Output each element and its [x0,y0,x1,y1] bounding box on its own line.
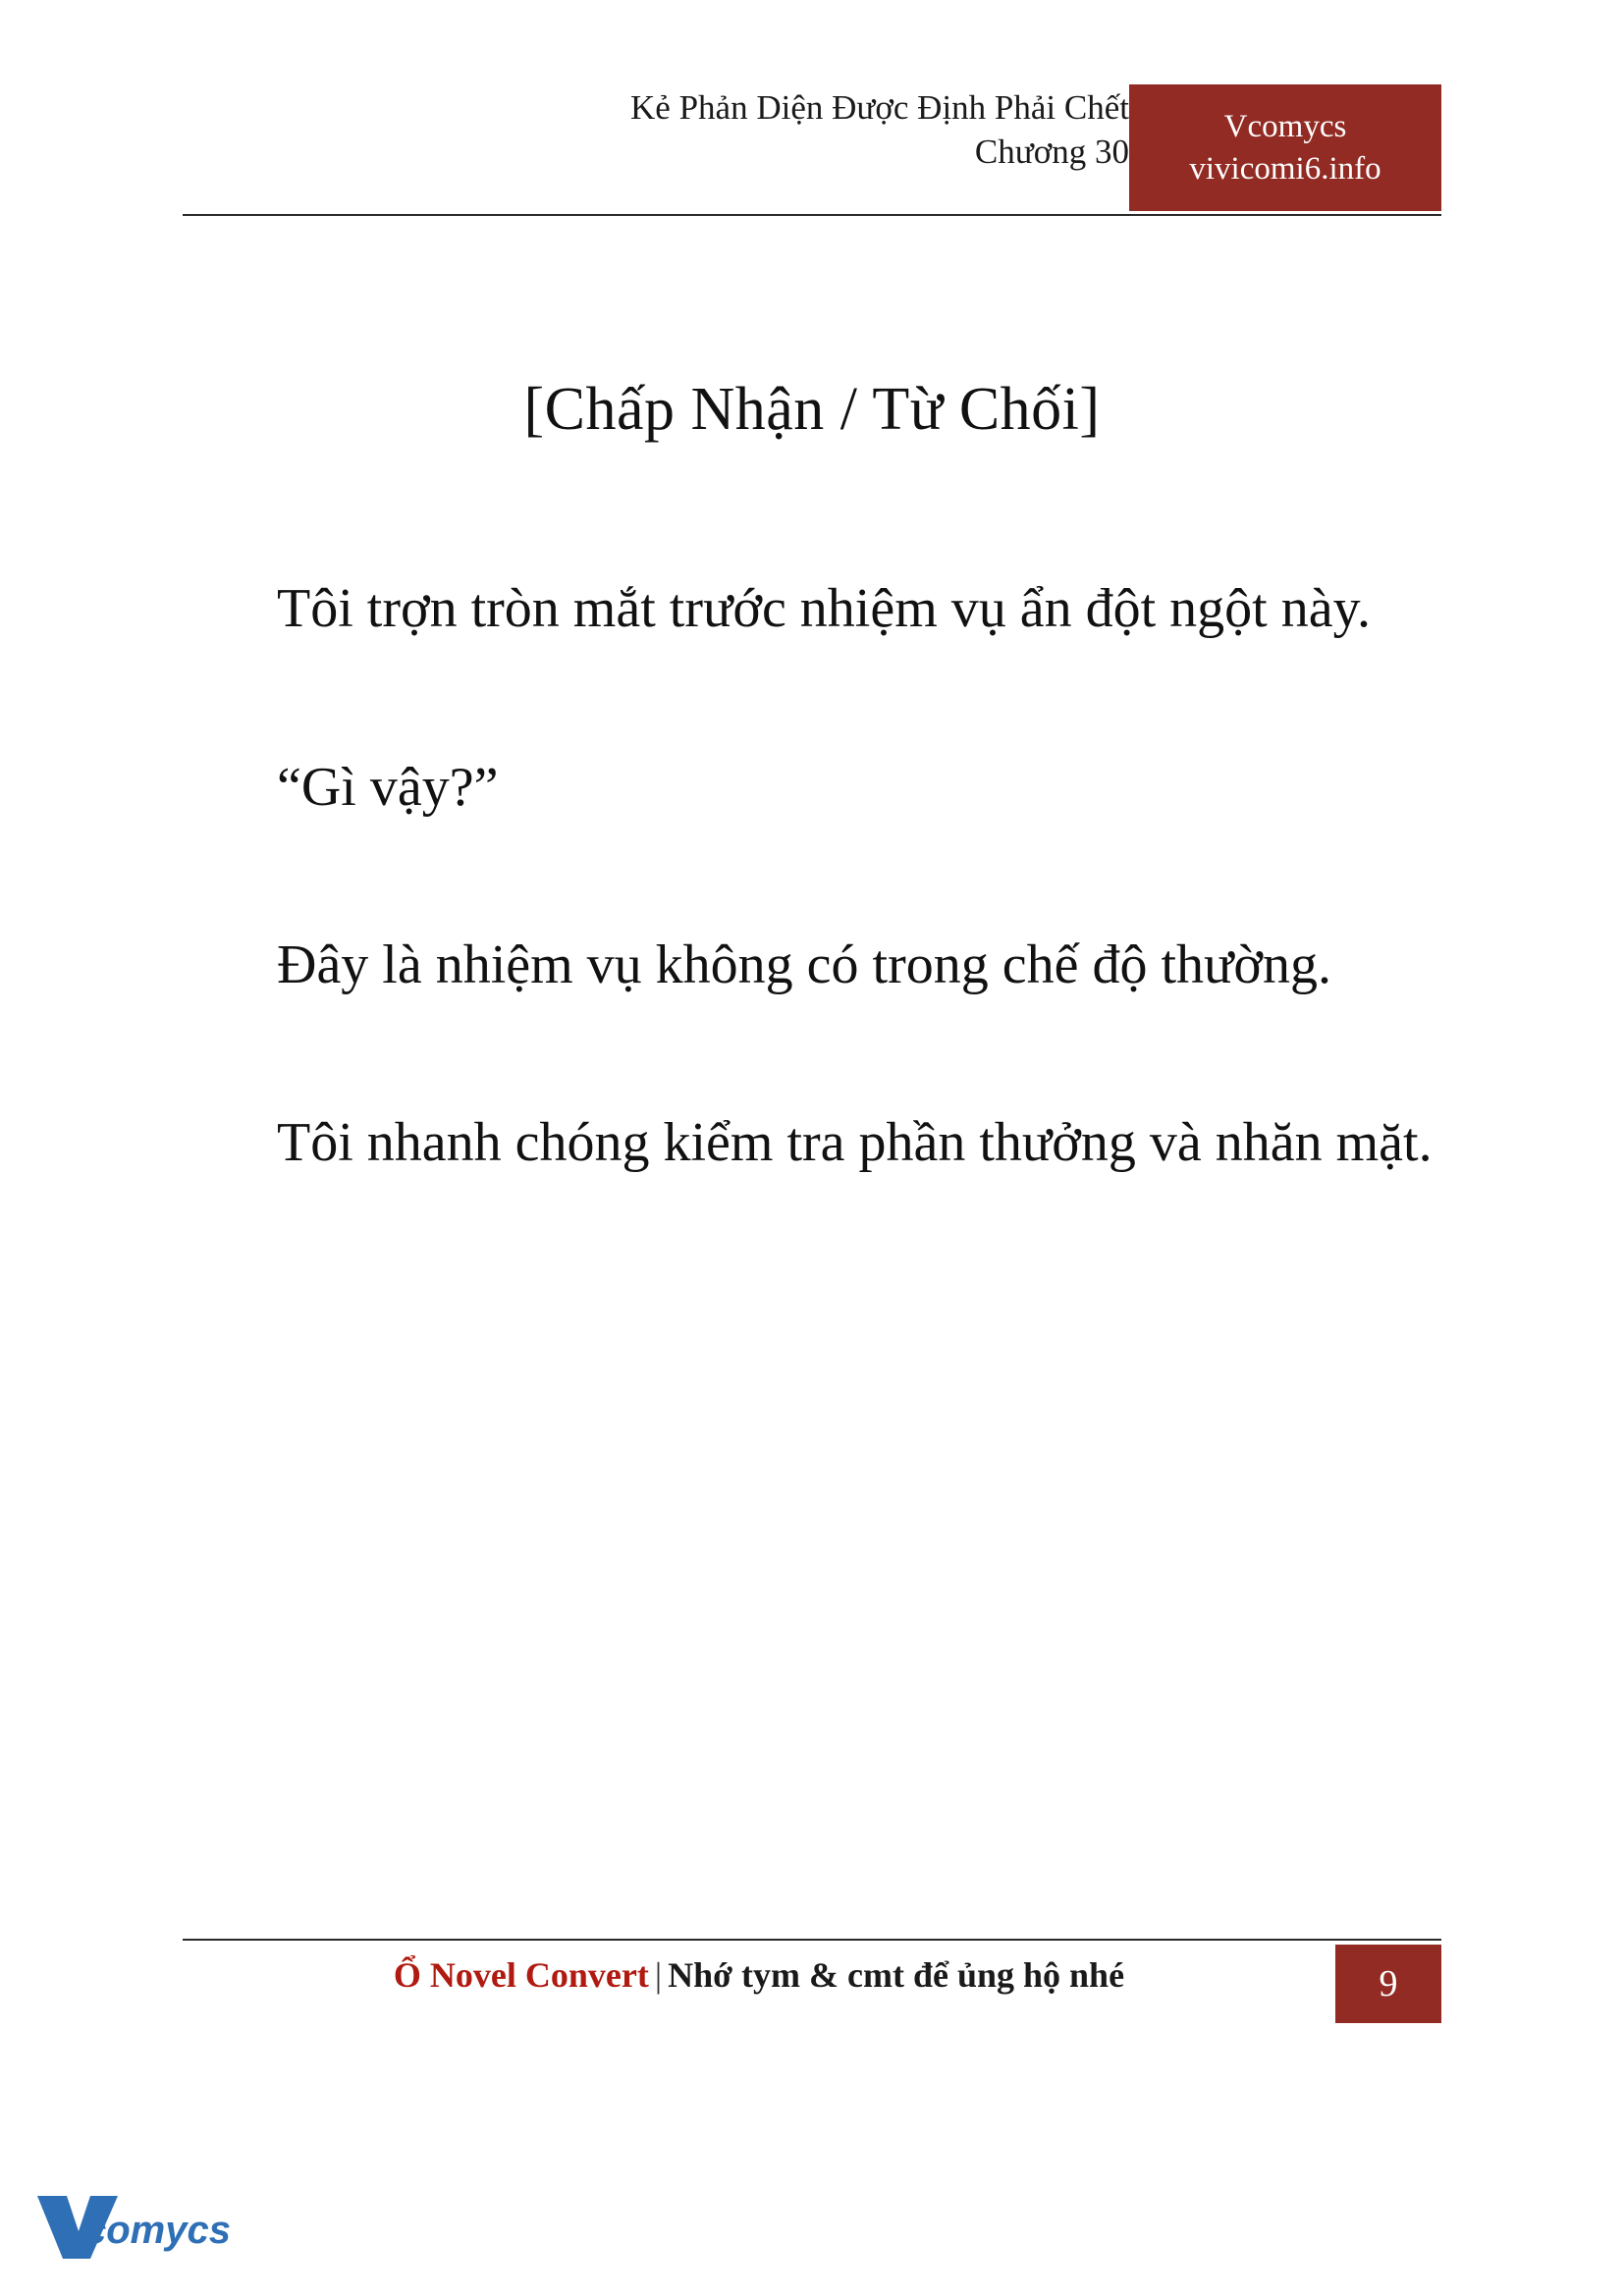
body-paragraph: Đây là nhiệm vụ không có trong chế độ thường. [277,934,1331,995]
footer-brand: Ổ Novel Convert [393,1955,649,1995]
header-title [630,86,1129,175]
header-title-line1: Kẻ Phản Diện Được Định Phải Chết [630,88,1129,127]
site-badge [1129,84,1441,211]
header-divider [183,214,1441,216]
page-footer [183,1939,1441,2029]
body-paragraph: Tôi trợn tròn mắt trước nhiệm vụ ẩn đột ngột này. [277,578,1371,640]
page-content [183,373,1441,1181]
page-header [183,86,1441,216]
body-paragraph: Tôi nhanh chóng kiểm tra phần thưởng và nhăn mặt. [277,1112,1433,1174]
header-title-line2: Chương 30 [974,132,1129,171]
body-paragraph: “Gì vậy?” [277,756,499,818]
page-number: 9 [1335,1945,1441,2023]
site-badge-name: Vcomycs [1223,108,1347,144]
vcomycs-logo-icon [33,2182,259,2272]
footer-note: Nhớ tym & cmt để ủng hộ nhé [668,1955,1125,1995]
site-badge-url: vivicomi6.info [1189,150,1381,187]
vcomycs-logo [33,2182,259,2272]
section-heading: [Chấp Nhận / Từ Chối] [523,376,1101,443]
footer-credit [183,1954,1441,1996]
footer-separator: | [654,1955,663,1995]
svg-text:comycs: comycs [84,2209,231,2252]
footer-inner [183,1941,1441,2025]
